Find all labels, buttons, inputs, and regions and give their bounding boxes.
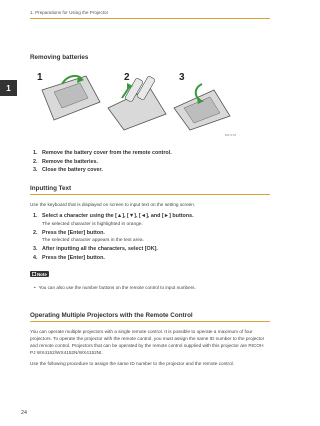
step-item: 1. Select a character using the [▲], [▼], [◄], and [►] buttons. bbox=[33, 213, 194, 219]
note-block bbox=[30, 263, 270, 290]
step-item: 2. Press the [Enter] button. bbox=[33, 229, 105, 236]
note-text: You can also use the number buttons on the remote control to input numbers. bbox=[38, 285, 196, 291]
battery-removal-illustration bbox=[34, 68, 234, 135]
running-header: 1. Preparations for Using the Projector bbox=[30, 10, 109, 15]
figure-step-number: 1 bbox=[37, 72, 43, 83]
note-icon bbox=[32, 272, 36, 276]
page-number: 24 bbox=[21, 410, 27, 416]
operating-multiple-section bbox=[30, 312, 270, 367]
step-item: 1. Remove the battery cover from the remote control. bbox=[33, 150, 172, 156]
section-rule bbox=[30, 194, 270, 195]
chapter-tab: 1 bbox=[0, 80, 17, 96]
bullet-icon: • bbox=[34, 285, 36, 291]
body-paragraph: Use the following procedure to assign the same ID number to the projector and the remote control. bbox=[30, 361, 235, 366]
removing-steps bbox=[30, 150, 270, 176]
step-subtext: The selected character appears in the text area. bbox=[42, 238, 144, 244]
note-label: Note bbox=[37, 271, 47, 277]
step-item: 3. After inputting all the characters, select [OK]. bbox=[33, 246, 158, 253]
section-rule bbox=[30, 321, 270, 322]
step-item: 3. Close the battery cover. bbox=[33, 167, 103, 174]
step-item: 4. Press the [Enter] button. bbox=[33, 254, 105, 261]
note-badge bbox=[30, 271, 49, 277]
inputting-text-section bbox=[30, 185, 270, 290]
step-subtext: The selected character is highlighted in orange. bbox=[42, 221, 143, 227]
header-rule bbox=[30, 18, 270, 19]
battery-figure-svg bbox=[34, 68, 234, 135]
section-title: Removing batteries bbox=[30, 54, 89, 61]
removing-batteries-section bbox=[30, 54, 270, 61]
intro-paragraph: Use the keyboard that is displayed on screen to input text on the setting screen. bbox=[30, 202, 196, 207]
section-title: Operating Multiple Projectors with the Remote Control bbox=[30, 312, 193, 319]
panel-3-remote bbox=[174, 84, 230, 130]
panel-1-remote bbox=[42, 76, 100, 120]
section-title: Inputting Text bbox=[30, 185, 72, 192]
body-paragraph: You can operate multiple projectors with a single remote control. It is possible to operate a maximum of four projectors. To operate the projector with the remote control, you must assign the same ID number to the projector and remote control. Projectors that can be operated by the remote control supplied with this projector are RICOH PJ WX4152/WX4152N/WX4152NI. bbox=[30, 329, 265, 355]
note-item bbox=[30, 285, 270, 290]
figure-step-number: 2 bbox=[124, 72, 130, 83]
panel-2-remote bbox=[108, 76, 166, 130]
figure-step-number: 3 bbox=[179, 72, 185, 83]
step-item: 2. Remove the batteries. bbox=[33, 158, 99, 165]
figure-code: DHT178 bbox=[224, 133, 236, 137]
